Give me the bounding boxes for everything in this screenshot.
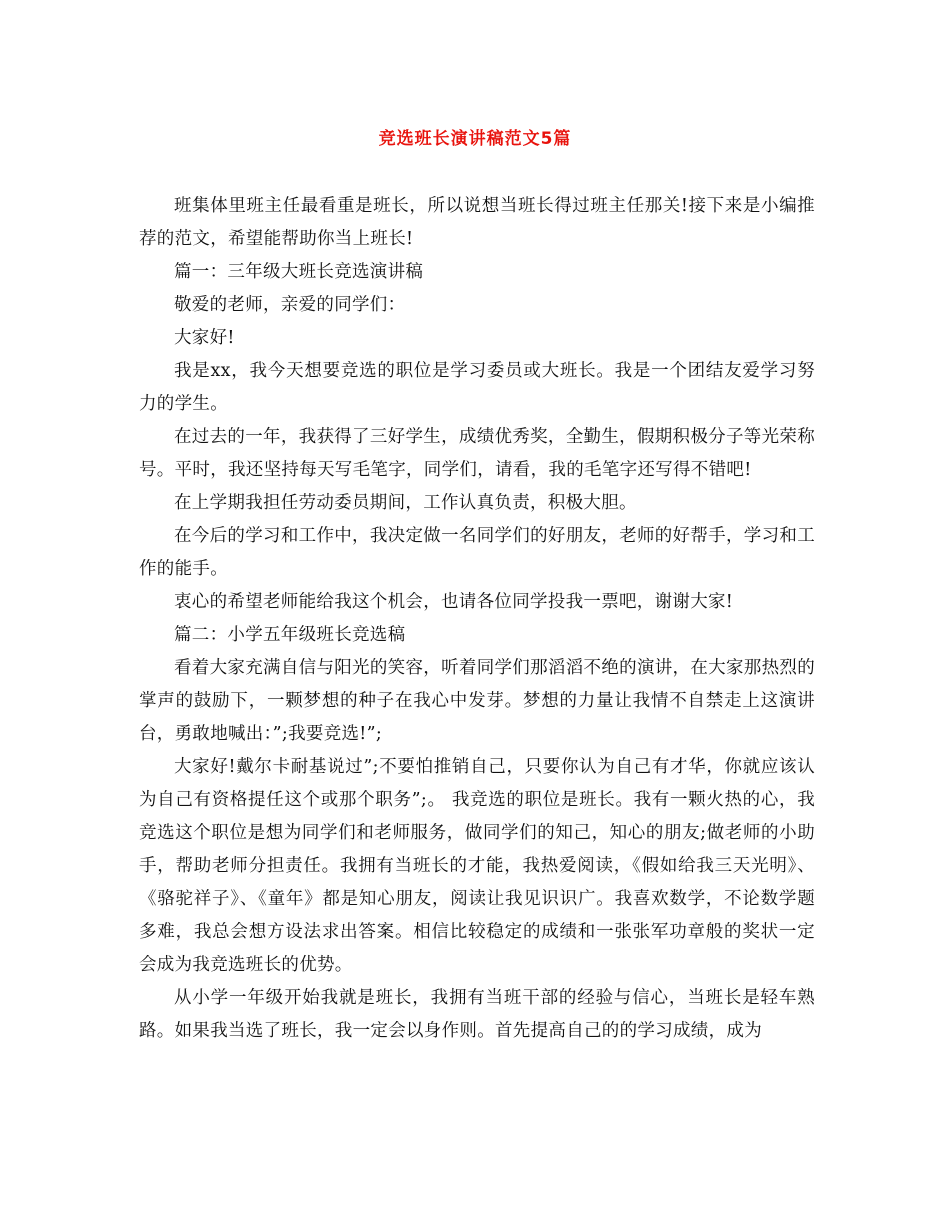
paragraph: 大家好! [174, 328, 235, 348]
paragraph: 衷心的希望老师能给我这个机会，也请各位同学投我一票吧，谢谢大家! [174, 592, 734, 612]
document-body [139, 190, 815, 1048]
section-heading: 篇一：三年级大班长竞选演讲稿 [174, 262, 424, 282]
paragraph: 我是xx，我今天想要竞选的职位是学习委员或大班长。我是一个团结友爱学习努力的学生。 [139, 361, 815, 414]
paragraph: 在今后的学习和工作中，我决定做一名同学们的好朋友，老师的好帮手，学习和工作的能手。 [139, 526, 815, 579]
paragraph: 敬爱的老师，亲爱的同学们： [174, 295, 406, 315]
paragraph: 大家好!戴尔卡耐基说过”;不要怕推销自己，只要你认为自己有才华，你就应该认为自己有资格提任这个或那个职务”;。 我竞选的职位是班长。我有一颗火热的心，我竞选这个职位是想为同学们和老师服务，做同学们的知己，知心的朋友;做老师的小助手，帮助老师分担责任。我拥有当班长的才能，我热爱阅读，《假如给我三天光明》、《骆驼祥子》、《童年》都是知心朋友，阅读让我见识识广。我喜欢数学，不论数学题多难，我总会想方设法求出答案。相信比较稳定的成绩和一张张军功章般的奖状一定会成为我竞选班长的优势。 [139, 757, 815, 975]
document-title: 竞选班长演讲稿范文5篇 [378, 129, 572, 149]
paragraph: 在过去的一年，我获得了三好学生，成绩优秀奖，全勤生，假期积极分子等光荣称号。平时，我还坚持每天写毛笔字，同学们，请看，我的毛笔字还写得不错吧! [139, 427, 815, 480]
paragraph: 班集体里班主任最看重是班长，所以说想当班长得过班主任那关!接下来是小编推荐的范文，希望能帮助你当上班长! [139, 196, 815, 249]
paragraph: 看着大家充满自信与阳光的笑容，听着同学们那滔滔不绝的演讲，在大家那热烈的掌声的鼓励下，一颗梦想的种子在我心中发芽。梦想的力量让我情不自禁走上这演讲台，勇敢地喊出：”;我要竞选!”; [139, 658, 815, 744]
paragraph: 从小学一年级开始我就是班长，我拥有当班干部的经验与信心，当班长是轻车熟路。如果我当选了班长，我一定会以身作则。首先提高自己的的学习成绩，成为 [139, 988, 815, 1041]
paragraph: 在上学期我担任劳动委员期间，工作认真负责，积极大胆。 [174, 493, 637, 513]
section-heading: 篇二：小学五年级班长竞选稿 [174, 625, 406, 645]
